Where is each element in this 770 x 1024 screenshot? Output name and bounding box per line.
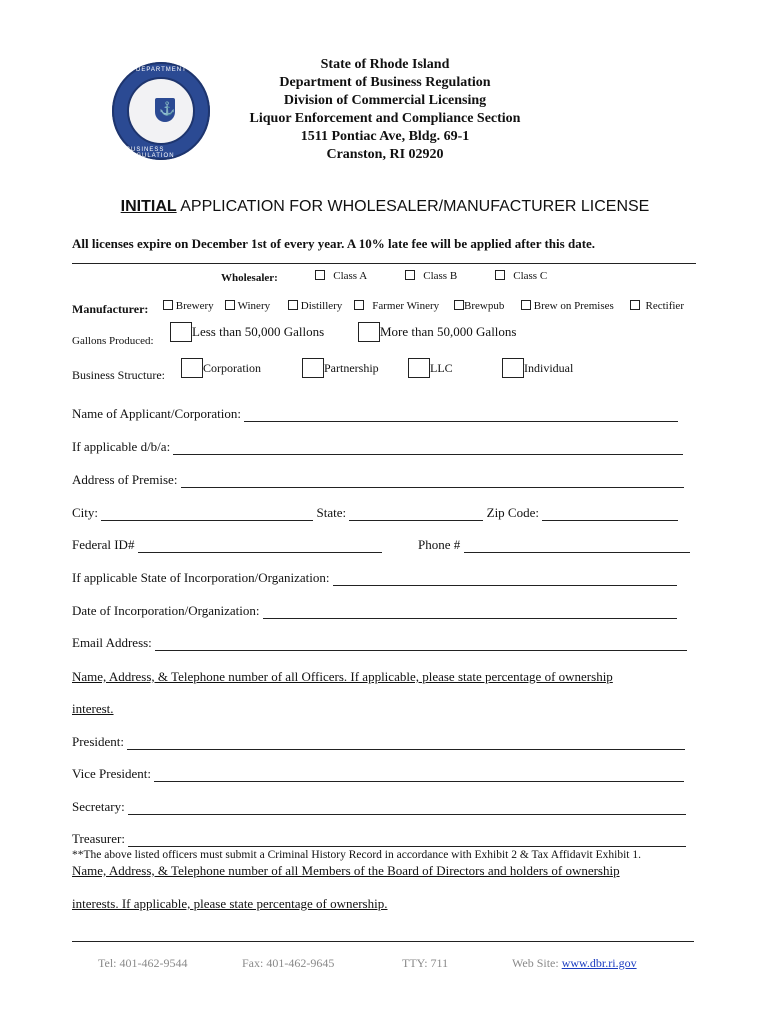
federal-id-row <box>72 537 382 553</box>
wholesaler-class-c[interactable]: Class C <box>495 270 547 282</box>
business-individual[interactable]: Individual <box>502 358 573 378</box>
divider-line <box>72 263 696 264</box>
gallons-less-option[interactable]: Less than 50,000 Gallons <box>170 322 324 342</box>
state-incorporation-label: If applicable State of Incorporation/Organization: <box>72 570 330 585</box>
header-city: Cranston, RI 02920 <box>326 147 444 162</box>
gallons-more-option[interactable]: More than 50,000 Gallons <box>358 322 516 342</box>
manufacturer-label: Manufacturer: <box>72 302 149 316</box>
state-label: State: <box>316 505 347 520</box>
business-corporation[interactable]: Corporation <box>181 358 261 378</box>
dba-input[interactable] <box>173 441 683 455</box>
header-department: Department of Business Regulation <box>279 75 491 90</box>
dba-row <box>72 439 683 455</box>
header-section: Liquor Enforcement and Compliance Section <box>249 111 521 126</box>
email-row <box>72 635 687 651</box>
wholesaler-class-b[interactable]: Class B <box>405 270 457 282</box>
agency-header <box>220 56 550 164</box>
date-incorporation-input[interactable] <box>263 605 677 619</box>
checkbox[interactable] <box>315 270 325 280</box>
treasurer-label: Treasurer: <box>72 831 125 846</box>
wholesaler-label: Wholesaler: <box>221 272 278 284</box>
header-state: State of Rhode Island <box>320 57 450 72</box>
gallons-label: Gallons Produced: <box>72 335 154 347</box>
premise-address-label: Address of Premise: <box>72 472 178 487</box>
checkbox[interactable] <box>495 270 505 280</box>
date-incorporation-row <box>72 603 677 619</box>
checkbox[interactable] <box>454 300 464 310</box>
city-label: City: <box>72 505 99 520</box>
city-input[interactable] <box>101 507 313 521</box>
seal-top-text: DEPARTMENT OF <box>136 67 200 73</box>
checkbox[interactable] <box>630 300 640 310</box>
wholesaler-class-a[interactable]: Class A <box>315 270 367 282</box>
secretary-row <box>72 799 686 815</box>
anchor-shield-icon: ⚓ <box>155 98 175 122</box>
checkbox[interactable] <box>225 300 235 310</box>
president-input[interactable] <box>127 736 685 750</box>
applicant-name-input[interactable] <box>244 408 678 422</box>
checkbox[interactable] <box>521 300 531 310</box>
manufacturer-winery[interactable]: Winery <box>225 300 270 312</box>
premise-address-row <box>72 472 684 488</box>
business-partnership[interactable]: Partnership <box>302 358 379 378</box>
date-incorporation-label: Date of Incorporation/Organization: <box>72 603 260 618</box>
zip-input[interactable] <box>542 507 678 521</box>
president-row <box>72 734 685 750</box>
applicant-name-label: Name of Applicant/Corporation: <box>72 406 241 421</box>
footer-tty: TTY: 711 <box>402 956 449 970</box>
premise-address-input[interactable] <box>181 474 684 488</box>
footer-fax: Fax: 401-462-9645 <box>242 956 335 970</box>
secretary-label: Secretary: <box>72 799 125 814</box>
checkbox[interactable] <box>502 358 524 378</box>
email-label: Email Address: <box>72 635 152 650</box>
checkbox[interactable] <box>163 300 173 310</box>
treasurer-input[interactable] <box>128 833 686 847</box>
president-label: President: <box>72 734 124 749</box>
phone-row <box>418 537 690 553</box>
checkbox[interactable] <box>358 322 380 342</box>
dba-label: If applicable d/b/a: <box>72 439 171 454</box>
officers-heading: Name, Address, & Telephone number of all Officers. If applicable, please state percentage of ownership <box>72 669 613 684</box>
header-street: 1511 Pontiac Ave, Bldg. 69-1 <box>300 129 470 144</box>
footer-tel: Tel: 401-462-9544 <box>98 956 188 970</box>
form-title <box>0 198 770 216</box>
department-seal-logo <box>112 62 210 160</box>
city-state-zip-row <box>72 505 678 521</box>
manufacturer-brewery[interactable]: Brewery <box>163 300 214 312</box>
title-rest: APPLICATION FOR WHOLESALER/MANUFACTURER LICENSE <box>176 198 650 215</box>
checkbox[interactable] <box>170 322 192 342</box>
checkbox[interactable] <box>302 358 324 378</box>
officers-heading-continued: interest. <box>72 701 114 716</box>
checkbox[interactable] <box>408 358 430 378</box>
state-incorporation-input[interactable] <box>333 572 677 586</box>
manufacturer-distillery[interactable]: Distillery <box>288 300 342 312</box>
footer-website <box>512 956 637 971</box>
business-llc[interactable]: LLC <box>408 358 453 378</box>
phone-label: Phone # <box>418 537 461 552</box>
state-input[interactable] <box>349 507 483 521</box>
checkbox[interactable] <box>288 300 298 310</box>
seal-inner-ring <box>127 77 195 145</box>
zip-label: Zip Code: <box>486 505 539 520</box>
checkbox[interactable] <box>405 270 415 280</box>
footer-web-label: Web Site: <box>512 956 562 970</box>
treasurer-row <box>72 831 686 847</box>
members-heading: Name, Address, & Telephone number of all Members of the Board of Directors and holders of ownership <box>72 863 620 878</box>
federal-id-input[interactable] <box>138 539 382 553</box>
manufacturer-brew-on-premises[interactable]: Brew on Premises <box>521 300 614 312</box>
federal-id-label: Federal ID# <box>72 537 135 552</box>
expiry-notice: All licenses expire on December 1st of every year. A 10% late fee will be applied after this date. <box>72 236 596 251</box>
phone-input[interactable] <box>464 539 690 553</box>
title-initial: INITIAL <box>120 198 177 215</box>
website-link[interactable]: www.dbr.ri.gov <box>561 956 637 970</box>
email-input[interactable] <box>155 637 687 651</box>
vice-president-label: Vice President: <box>72 766 152 781</box>
checkbox[interactable] <box>181 358 203 378</box>
seal-bottom-text: BUSINESS REGULATION <box>126 147 175 159</box>
checkbox[interactable] <box>354 300 364 310</box>
state-incorporation-row <box>72 570 677 586</box>
applicant-name-row <box>72 406 678 422</box>
members-heading-continued: interests. If applicable, please state percentage of ownership. <box>72 896 388 911</box>
vice-president-row <box>72 766 684 782</box>
manufacturer-farmer-winery[interactable]: Farmer Winery <box>354 300 439 312</box>
officers-note: **The above listed officers must submit a Criminal History Record in accordance with Exhibit 2 & Tax Affidavit Exhibit 1. <box>72 849 641 861</box>
header-division: Division of Commercial Licensing <box>283 93 487 108</box>
manufacturer-brewpub[interactable]: Brewpub <box>454 300 504 312</box>
business-structure-label: Business Structure: <box>72 368 165 382</box>
manufacturer-rectifier[interactable]: Rectifier <box>630 300 684 312</box>
secretary-input[interactable] <box>128 801 686 815</box>
members-entry-line[interactable] <box>72 941 694 942</box>
vice-president-input[interactable] <box>154 768 684 782</box>
